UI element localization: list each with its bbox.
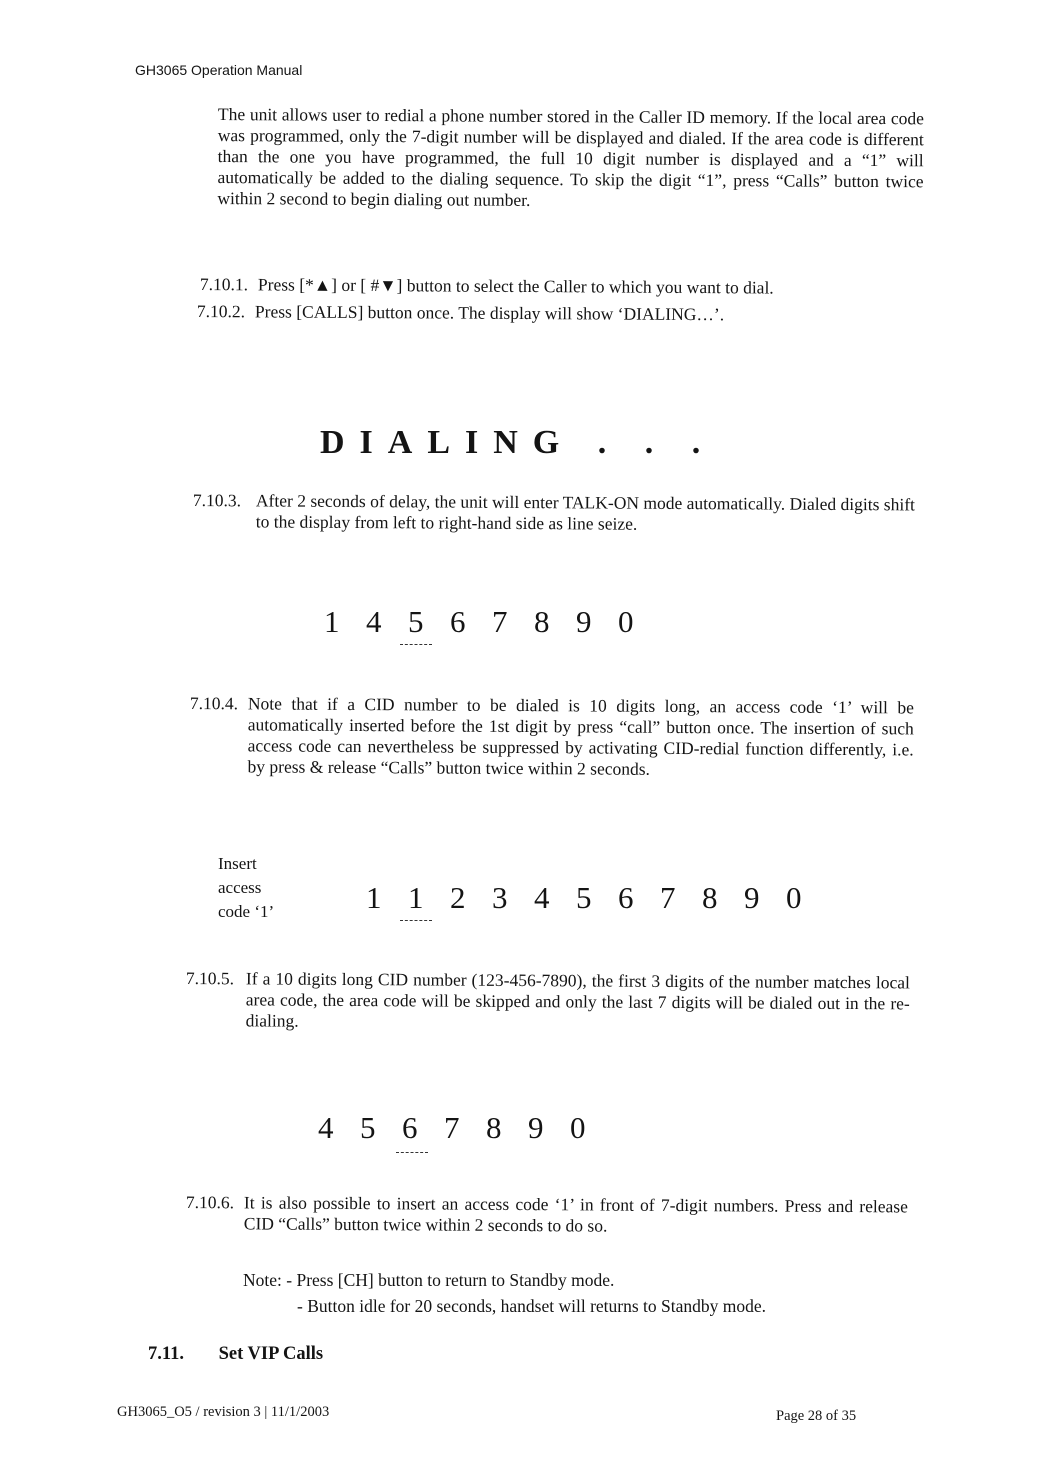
digit: 9	[744, 880, 760, 915]
digit: 1	[324, 604, 340, 639]
digit: 0	[618, 604, 634, 639]
digit: 7	[660, 880, 676, 915]
digit: 9	[576, 604, 592, 639]
digit: 1	[408, 880, 424, 915]
cursor-underline	[396, 1152, 428, 1153]
cursor-underline	[400, 644, 432, 645]
label-line: Insert	[218, 854, 257, 873]
digit: 4	[366, 604, 382, 639]
digit: 6	[618, 880, 634, 915]
dialing-display: DIALING . . .	[320, 424, 716, 461]
note-line-1: Note: - Press [CH] button to return to Standby mode.	[243, 1270, 615, 1290]
cursor-underline	[400, 920, 432, 921]
digit: 7	[492, 604, 508, 639]
digit: 5	[408, 604, 424, 639]
digit: 7	[444, 1110, 460, 1145]
digit-display-access-code	[366, 880, 828, 916]
label-line: code ‘1’	[218, 902, 275, 921]
digit: 2	[450, 880, 466, 915]
step-number: 7.10.5.	[185, 968, 235, 989]
section-heading	[148, 1344, 323, 1365]
digit: 9	[528, 1110, 544, 1145]
insert-access-code-label	[218, 852, 274, 924]
step-text: Press [CALLS] button once. The display will show ‘DIALING…’.	[254, 301, 725, 325]
digit: 1	[366, 880, 382, 915]
intro-paragraph: The unit allows user to redial a phone number stored in the Caller ID memory. If the local area code was programmed, only the 7-digit number will be displayed and dialed. If the area code is different than the one you have programmed, the full 10 digit number is displayed and a “1” will automatically be added to the dialing sequence. To skip the digit “1”, press “Calls” button twice within 2 second to begin dialing out number.	[217, 104, 924, 210]
digit: 8	[702, 880, 718, 915]
digit: 4	[318, 1110, 334, 1145]
step-7-10-2	[197, 301, 897, 326]
step-text: It is also possible to insert an access code ‘1’ in front of 7-digit numbers. Press and release CID “Calls” button twice within 2 seconds to do so.	[243, 1192, 908, 1236]
digit: 8	[486, 1110, 502, 1145]
digit: 0	[786, 880, 802, 915]
step-7-10-3	[193, 490, 915, 536]
digit: 6	[450, 604, 466, 639]
digit: 4	[534, 880, 550, 915]
step-text: Press [*▲] or [ #▼] button to select the Caller to which you want to dial.	[257, 274, 774, 298]
digit: 5	[360, 1110, 376, 1145]
step-text: Note that if a CID number to be dialed is 10 digits long, an access code ‘1’ will be automatically inserted before the 1st digit by press “call” button once. The insertion of such access code can nevertheless be suppressed by activating CID-redial function differently, i.e. by press & release “Calls” button twice within 2 seconds.	[247, 693, 914, 779]
label-line: access	[218, 878, 262, 897]
digit-display-local	[318, 1110, 612, 1146]
step-number: 7.10.4.	[189, 693, 239, 714]
digit: 0	[570, 1110, 586, 1145]
step-text: After 2 seconds of delay, the unit will enter TALK-ON mode automatically. Dialed digits shift to the display from left to right-hand side as line seize.	[255, 490, 915, 534]
page-header: GH3065 Operation Manual	[135, 62, 303, 78]
step-number: 7.10.2.	[196, 301, 246, 322]
footer-page-number: Page 28 of 35	[776, 1408, 857, 1424]
note-line-2: - Button idle for 20 seconds, handset will returns to Standby mode.	[297, 1296, 767, 1316]
digit: 8	[534, 604, 550, 639]
digit: 3	[492, 880, 508, 915]
digit: 6	[402, 1110, 418, 1145]
step-number: 7.10.6.	[185, 1192, 235, 1213]
step-7-10-6	[186, 1192, 908, 1238]
step-7-10-5	[186, 968, 910, 1035]
section-title: Set VIP Calls	[218, 1344, 324, 1364]
step-text: If a 10 digits long CID number (123-456-7890), the first 3 digits of the number matches local area code, the area code will be skipped and only the last 7 digits will be dialed out in the re-dialing.	[245, 968, 910, 1031]
step-number: 7.10.1.	[199, 274, 249, 295]
digit: 5	[576, 880, 592, 915]
step-7-10-4	[189, 693, 913, 781]
step-number: 7.10.3.	[192, 490, 242, 511]
step-7-10-1	[200, 274, 900, 299]
footer-revision: GH3065_O5 / revision 3 | 11/1/2003	[117, 1404, 330, 1420]
digit-display-talk-on	[324, 604, 660, 640]
section-number: 7.11.	[148, 1344, 184, 1364]
